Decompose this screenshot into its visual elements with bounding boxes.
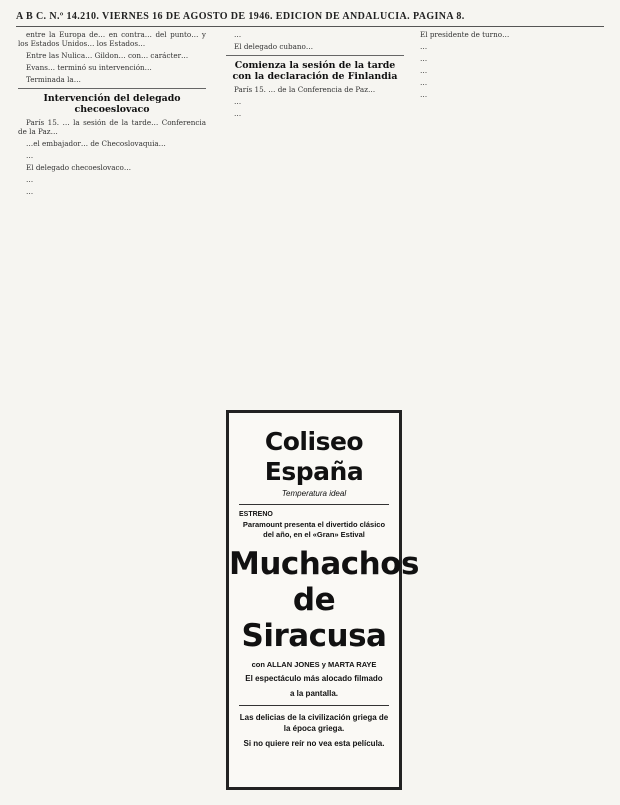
divider: [226, 55, 404, 56]
ad-label: ESTRENO: [239, 511, 273, 518]
paragraph: …: [26, 187, 34, 196]
paragraph: …el embajador… de Checoslovaquia…: [26, 139, 166, 148]
column-1: [18, 30, 206, 797]
ad-note: El espectáculo más alocado filmado: [245, 674, 383, 683]
divider: [239, 504, 389, 505]
paragraph: París 15. … de la Conferencia de Paz…: [234, 85, 376, 94]
cinema-advertisement: [226, 410, 419, 790]
paragraph: El delegado cubano…: [234, 42, 314, 51]
paragraph: …: [420, 66, 428, 75]
paragraph: Entre las Nulica… Gildon… con… carácter…: [26, 51, 189, 60]
divider: [239, 705, 389, 706]
ad-temperature: Temperatura ideal: [281, 489, 347, 498]
column-3: [412, 30, 604, 797]
paragraph: El presidente de turno…: [420, 30, 510, 39]
ad-cast: con ALLAN JONES y MARTA RAYE: [251, 660, 377, 669]
ad-tagline: Paramount presenta el divertido clásico del año, en el «Gran» Estival: [242, 520, 386, 539]
paragraph: El delegado checoeslovaco…: [26, 163, 132, 172]
paragraph: …: [420, 78, 428, 87]
column-2: [226, 30, 404, 405]
paragraph: …: [420, 90, 428, 99]
paragraph: entre la Europa de… en contra… del punto… y los Estados Unidos… los Estados…: [18, 30, 206, 48]
header-text: A B C. N.º 14.210. VIERNES 16 DE AGOSTO DE 1946. EDICION DE ANDALUCIA. PAGINA 8.: [16, 10, 465, 22]
paragraph: …: [234, 109, 242, 118]
paragraph: Evans… terminó su intervención…: [26, 63, 152, 72]
article-headline-finland: Comienza la sesión de la tarde con la declaración de Finlandia: [232, 60, 398, 82]
divider: [18, 88, 206, 89]
paragraph: …: [420, 54, 428, 63]
paragraph: …: [26, 151, 34, 160]
paragraph: …: [26, 175, 34, 184]
ad-venue-title: Coliseo España: [264, 427, 364, 486]
ad-note: Las delicias de la civilización griega de la época griega.: [239, 713, 389, 733]
paragraph: Terminada la…: [26, 75, 81, 84]
article-headline-czech: Intervención del delegado checoeslovaco: [43, 93, 181, 115]
ad-note: Si no quiere reír no vea esta película.: [243, 739, 385, 748]
paragraph: …: [234, 97, 242, 106]
page-header: [16, 6, 604, 27]
ad-film-title-1: Muchachos: [229, 546, 419, 582]
paragraph: París 15. … la sesión de la tarde… Conferencia de la Paz…: [18, 118, 206, 136]
ad-film-title-2: de Siracusa: [241, 582, 387, 654]
paragraph: …: [420, 42, 428, 51]
ad-note: a la pantalla.: [289, 689, 339, 698]
paragraph: …: [234, 30, 242, 39]
